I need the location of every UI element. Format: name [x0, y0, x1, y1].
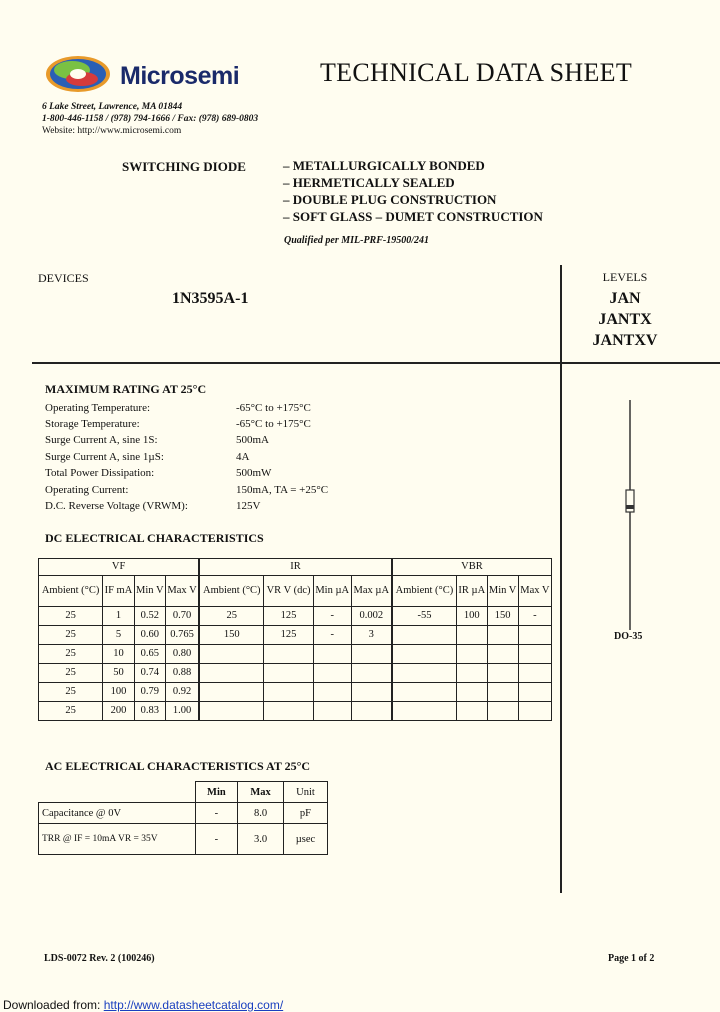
column-header: Ambient (°C) [39, 576, 103, 607]
company-address: 6 Lake Street, Lawrence, MA 01844 [42, 102, 183, 112]
do35-package-icon [625, 400, 635, 630]
table-cell: 150 [199, 626, 264, 645]
table-cell [392, 664, 457, 683]
rating-value: 125V [236, 500, 261, 512]
qualification-note: Qualified per MIL-PRF-19500/241 [284, 235, 429, 246]
table-cell [313, 683, 351, 702]
section-divider [32, 362, 720, 364]
table-cell: 25 [39, 645, 103, 664]
rating-label: Surge Current A, sine 1µS: [45, 451, 164, 463]
table-cell: - [195, 803, 238, 824]
table-cell [487, 645, 518, 664]
table-cell [392, 626, 457, 645]
table-cell: 0.002 [351, 607, 392, 626]
table-cell [487, 664, 518, 683]
company-logo [42, 52, 252, 98]
table-cell: 0.52 [134, 607, 165, 626]
download-note [3, 998, 283, 1012]
table-cell: 125 [264, 607, 313, 626]
column-header: Ambient (°C) [392, 576, 457, 607]
table-cell [487, 683, 518, 702]
column-header: Ambient (°C) [199, 576, 264, 607]
table-cell: 0.65 [134, 645, 165, 664]
rating-value: -65°C to +175°C [236, 402, 311, 414]
table-cell [264, 645, 313, 664]
feature-item: – DOUBLE PLUG CONSTRUCTION [283, 192, 497, 207]
table-cell: 25 [199, 607, 264, 626]
product-type: SWITCHING DIODE [122, 159, 246, 174]
column-header: IR µA [457, 576, 487, 607]
table-cell [457, 683, 487, 702]
table-cell: 25 [39, 683, 103, 702]
column-header: Unit [283, 782, 327, 803]
document-title: TECHNICAL DATA SHEET [320, 58, 633, 87]
level-item: JANTXV [592, 332, 658, 349]
table-cell [264, 664, 313, 683]
table-cell: 5 [103, 626, 134, 645]
rating-label: D.C. Reverse Voltage (VRWM): [45, 500, 188, 512]
company-phones: 1-800-446-1158 / (978) 794-1666 / Fax: (978) 689-0803 [42, 114, 259, 124]
table-cell [313, 702, 351, 721]
rating-value: -65°C to +175°C [236, 418, 311, 430]
table-cell: 0.60 [134, 626, 165, 645]
table-cell [313, 645, 351, 664]
table-row [39, 683, 552, 702]
table-cell [199, 702, 264, 721]
table-row [39, 702, 552, 721]
group-header-vbr: VBR [392, 559, 552, 576]
table-cell: µsec [283, 824, 327, 855]
table-cell: 100 [103, 683, 134, 702]
table-cell [392, 645, 457, 664]
table-cell: 0.88 [165, 664, 199, 683]
dc-characteristics-table [38, 558, 552, 721]
column-header: Max V [165, 576, 199, 607]
rating-label: Storage Temperature: [45, 418, 140, 430]
company-website[interactable]: Website: http://www.microsemi.com [42, 126, 182, 136]
column-header: Min [195, 782, 238, 803]
feature-item: – SOFT GLASS – DUMET CONSTRUCTION [283, 209, 543, 224]
table-cell: 25 [39, 626, 103, 645]
table-row [39, 664, 552, 683]
rating-value: 150mA, TA = +25°C [236, 484, 329, 496]
table-row [39, 626, 552, 645]
levels-label: LEVELS [602, 270, 648, 284]
download-link[interactable]: http://www.datasheetcatalog.com/ [103, 998, 284, 1012]
table-cell [518, 645, 551, 664]
table-cell: - [195, 824, 238, 855]
max-rating-title: MAXIMUM RATING AT 25°C [45, 382, 207, 396]
table-cell [457, 626, 487, 645]
table-cell [351, 645, 392, 664]
table-cell [392, 683, 457, 702]
document-number: LDS-0072 Rev. 2 (100246) [44, 953, 155, 964]
table-cell: Capacitance @ 0V [39, 803, 196, 824]
group-header-ir: IR [199, 559, 392, 576]
table-header-row [39, 782, 328, 803]
table-cell [457, 645, 487, 664]
table-cell: 0.92 [165, 683, 199, 702]
table-row [39, 645, 552, 664]
table-cell: 25 [39, 664, 103, 683]
table-cell [199, 645, 264, 664]
table-header-row [39, 559, 552, 576]
table-cell [351, 664, 392, 683]
table-cell [313, 664, 351, 683]
level-item: JAN [609, 290, 641, 307]
table-cell: 100 [457, 607, 487, 626]
group-header-vf: VF [39, 559, 200, 576]
table-cell [518, 626, 551, 645]
table-cell: 3 [351, 626, 392, 645]
download-label: Downloaded from: [3, 998, 101, 1012]
level-item: JANTX [598, 311, 652, 328]
column-header: Min µA [313, 576, 351, 607]
column-header: Max V [518, 576, 551, 607]
table-cell [392, 702, 457, 721]
package-label: DO-35 [614, 631, 643, 642]
table-cell: - [313, 607, 351, 626]
table-cell [518, 664, 551, 683]
table-cell: 10 [103, 645, 134, 664]
rating-label: Operating Temperature: [45, 402, 151, 414]
devices-label: DEVICES [38, 271, 89, 285]
table-cell: 25 [39, 702, 103, 721]
table-cell [487, 626, 518, 645]
table-cell: 0.70 [165, 607, 199, 626]
table-cell: 150 [487, 607, 518, 626]
table-row [39, 824, 328, 855]
column-header: VR V (dc) [264, 576, 313, 607]
feature-item: – METALLURGICALLY BONDED [283, 158, 485, 173]
table-cell [518, 702, 551, 721]
table-cell: 1.00 [165, 702, 199, 721]
ac-title: AC ELECTRICAL CHARACTERISTICS AT 25°C [45, 759, 311, 773]
table-row [39, 607, 552, 626]
rating-label: Surge Current A, sine 1S: [45, 434, 158, 446]
table-cell: -55 [392, 607, 457, 626]
table-cell: 200 [103, 702, 134, 721]
table-cell: 3.0 [238, 824, 284, 855]
microsemi-logo-icon [42, 52, 122, 98]
column-header: Max µA [351, 576, 392, 607]
table-cell: 50 [103, 664, 134, 683]
table-cell: 0.765 [165, 626, 199, 645]
device-part-number: 1N3595A-1 [172, 290, 249, 307]
column-header: IF mA [103, 576, 134, 607]
rating-label: Total Power Dissipation: [45, 467, 155, 479]
rating-value: 500mA [236, 434, 269, 446]
table-cell [351, 702, 392, 721]
table-cell [457, 664, 487, 683]
table-cell: 0.83 [134, 702, 165, 721]
table-cell: 25 [39, 607, 103, 626]
feature-item: – HERMETICALLY SEALED [283, 175, 455, 190]
page-number: Page 1 of 2 [608, 953, 655, 964]
column-header: Max [238, 782, 284, 803]
table-cell: 8.0 [238, 803, 284, 824]
ac-characteristics-table [38, 781, 328, 855]
column-header: Min V [134, 576, 165, 607]
dc-title: DC ELECTRICAL CHARACTERISTICS [45, 531, 264, 545]
column-header: Min V [487, 576, 518, 607]
column-header [39, 782, 196, 803]
table-cell: 0.79 [134, 683, 165, 702]
table-cell: pF [283, 803, 327, 824]
table-cell: 0.74 [134, 664, 165, 683]
column-divider [560, 265, 562, 893]
table-cell: 125 [264, 626, 313, 645]
table-cell [264, 702, 313, 721]
table-cell: TRR @ IF = 10mA VR = 35V [39, 824, 196, 855]
table-cell [487, 702, 518, 721]
table-cell: 0.80 [165, 645, 199, 664]
rating-label: Operating Current: [45, 484, 129, 496]
table-cell [264, 683, 313, 702]
logo-wordmark: Microsemi [120, 62, 240, 90]
table-cell [199, 683, 264, 702]
table-subheader-row [39, 576, 552, 607]
rating-value: 500mW [236, 467, 272, 479]
table-cell: 1 [103, 607, 134, 626]
table-cell [199, 664, 264, 683]
table-cell [457, 702, 487, 721]
table-cell [351, 683, 392, 702]
rating-value: 4A [236, 451, 250, 463]
table-row [39, 803, 328, 824]
table-cell [518, 683, 551, 702]
table-cell: - [313, 626, 351, 645]
table-cell: - [518, 607, 551, 626]
